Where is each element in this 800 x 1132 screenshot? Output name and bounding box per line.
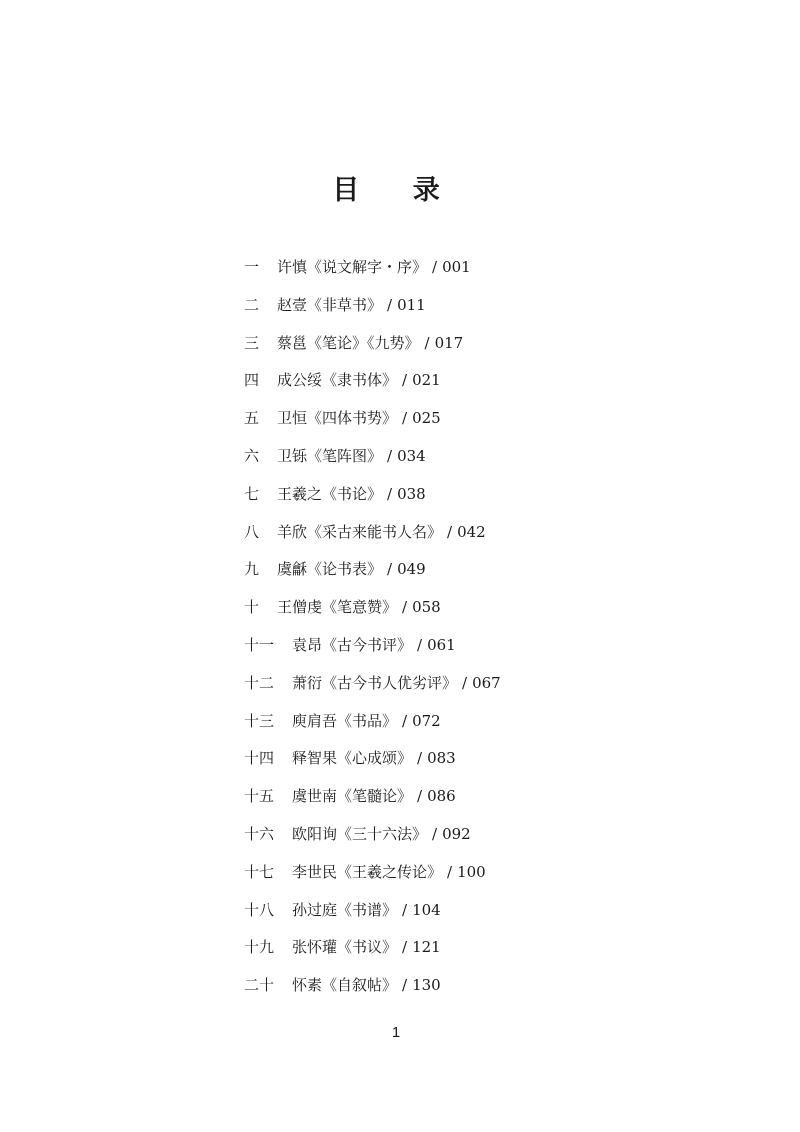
toc-entry-title: 许慎《说文解字・序》 xyxy=(277,258,428,276)
toc-entry-page: 072 xyxy=(412,711,441,730)
toc-entry-separator: / xyxy=(432,824,438,843)
toc-entry-separator: / xyxy=(402,938,408,957)
toc-entry-separator: / xyxy=(402,900,408,919)
toc-entry-title: 袁昂《古今书评》 xyxy=(292,635,413,654)
toc-entry-page: 025 xyxy=(412,409,441,428)
toc-entry-number: 十九 xyxy=(244,938,275,957)
toc-entry-title: 怀素《自叙帖》 xyxy=(292,976,398,995)
toc-entry[interactable] xyxy=(244,595,501,633)
toc-entry-page: 104 xyxy=(412,900,441,919)
toc-entry-page: 092 xyxy=(442,824,471,843)
toc-entry[interactable] xyxy=(244,973,501,1011)
page-title: 目 录 xyxy=(332,175,462,206)
toc-entry-page: 100 xyxy=(457,862,486,881)
toc-entry-page: 042 xyxy=(457,522,486,541)
toc-entry-number: 一 xyxy=(244,258,260,276)
toc-entry-title: 卫铄《笔阵图》 xyxy=(277,446,383,465)
toc-entry-separator: / xyxy=(447,862,453,881)
toc-entry[interactable] xyxy=(244,898,501,936)
toc-entry-separator: / xyxy=(402,371,408,390)
toc-entry-number: 十七 xyxy=(244,862,275,881)
toc-entry[interactable] xyxy=(244,557,501,595)
toc-entry-page: 017 xyxy=(434,333,464,352)
toc-entry-title: 卫恒《四体书势》 xyxy=(277,409,398,428)
toc-entry[interactable] xyxy=(244,709,501,747)
toc-entry[interactable] xyxy=(244,633,501,671)
toc-entry-number: 十五 xyxy=(244,787,275,806)
toc-entry-title: 王羲之《书论》 xyxy=(277,484,383,503)
toc-entry-title: 萧衍《古今书人优劣评》 xyxy=(292,673,458,692)
toc-entry-page: 034 xyxy=(397,446,426,465)
toc-entry-separator: / xyxy=(387,446,393,465)
toc-entry-separator: / xyxy=(417,787,423,806)
toc-entry-title: 庾肩吾《书品》 xyxy=(292,711,398,730)
toc-entry-page: 049 xyxy=(397,560,426,579)
toc-entry-number: 十三 xyxy=(244,711,275,730)
table-of-contents xyxy=(244,255,501,1011)
toc-entry-separator: / xyxy=(402,976,408,995)
toc-entry[interactable] xyxy=(244,482,501,520)
toc-entry-separator: / xyxy=(432,258,438,276)
toc-entry-page: 061 xyxy=(427,635,456,654)
toc-entry-separator: / xyxy=(387,560,393,579)
toc-entry-separator: / xyxy=(402,711,408,730)
toc-entry-title: 释智果《心成颂》 xyxy=(292,749,413,768)
toc-entry[interactable] xyxy=(244,331,501,369)
toc-entry-number: 十 xyxy=(244,598,260,617)
toc-entry-page: 067 xyxy=(472,673,501,692)
toc-entry-separator: / xyxy=(387,295,393,314)
toc-entry-separator: / xyxy=(402,409,408,428)
toc-entry-page: 001 xyxy=(442,258,471,276)
toc-entry[interactable] xyxy=(244,293,501,331)
toc-entry[interactable] xyxy=(244,822,501,860)
toc-entry[interactable] xyxy=(244,935,501,973)
toc-entry-page: 130 xyxy=(412,976,441,995)
toc-entry-separator: / xyxy=(417,635,423,654)
toc-entry-separator: / xyxy=(462,673,468,692)
toc-entry[interactable] xyxy=(244,671,501,709)
toc-entry-title: 孙过庭《书谱》 xyxy=(292,900,398,919)
toc-entry-separator: / xyxy=(447,522,453,541)
toc-entry-title: 虞龢《论书表》 xyxy=(277,560,383,579)
toc-entry-title: 成公绥《隶书体》 xyxy=(277,371,398,390)
toc-entry-title: 蔡邕《笔论》《九势》 xyxy=(277,333,420,352)
toc-entry-page: 011 xyxy=(397,295,426,314)
toc-entry-page: 083 xyxy=(427,749,456,768)
toc-entry-number: 十八 xyxy=(244,900,275,919)
toc-entry-number: 十一 xyxy=(244,635,275,654)
toc-entry[interactable] xyxy=(244,860,501,898)
toc-entry-number: 八 xyxy=(244,522,260,541)
toc-entry-number: 十四 xyxy=(244,749,275,768)
toc-entry-title: 张怀瓘《书议》 xyxy=(292,938,398,957)
toc-entry-title: 赵壹《非草书》 xyxy=(277,295,383,314)
page-number: 1 xyxy=(391,1024,401,1041)
toc-entry-page: 038 xyxy=(397,484,426,503)
toc-entry-title: 羊欣《采古来能书人名》 xyxy=(277,522,443,541)
toc-entry-number: 四 xyxy=(244,371,260,390)
toc-entry-page: 021 xyxy=(412,371,441,390)
toc-entry-separator: / xyxy=(387,484,393,503)
toc-entry-number: 二 xyxy=(244,295,260,314)
toc-entry-number: 七 xyxy=(244,484,260,503)
toc-entry-title: 李世民《王羲之传论》 xyxy=(292,862,443,881)
toc-entry-title: 虞世南《笔髓论》 xyxy=(292,787,413,806)
toc-entry-title: 王僧虔《笔意赞》 xyxy=(277,598,398,617)
toc-entry-page: 086 xyxy=(427,787,456,806)
toc-entry-separator: / xyxy=(402,598,408,617)
toc-entry-title: 欧阳询《三十六法》 xyxy=(292,824,428,843)
toc-entry[interactable] xyxy=(244,746,501,784)
toc-entry-number: 九 xyxy=(244,560,260,579)
toc-entry-separator: / xyxy=(424,333,430,352)
toc-entry-number: 十六 xyxy=(244,824,275,843)
toc-entry[interactable] xyxy=(244,368,501,406)
toc-entry[interactable] xyxy=(244,520,501,558)
toc-entry-page: 121 xyxy=(412,938,441,957)
toc-entry-number: 五 xyxy=(244,409,260,428)
toc-entry[interactable] xyxy=(244,784,501,822)
toc-entry-page: 058 xyxy=(412,598,441,617)
toc-entry-number: 六 xyxy=(244,446,260,465)
toc-entry-separator: / xyxy=(417,749,423,768)
toc-entry-number: 三 xyxy=(244,333,260,352)
toc-entry[interactable] xyxy=(244,406,501,444)
toc-entry[interactable] xyxy=(244,255,501,293)
toc-entry-number: 十二 xyxy=(244,673,275,692)
toc-entry[interactable] xyxy=(244,444,501,482)
toc-entry-number: 二十 xyxy=(244,976,275,995)
